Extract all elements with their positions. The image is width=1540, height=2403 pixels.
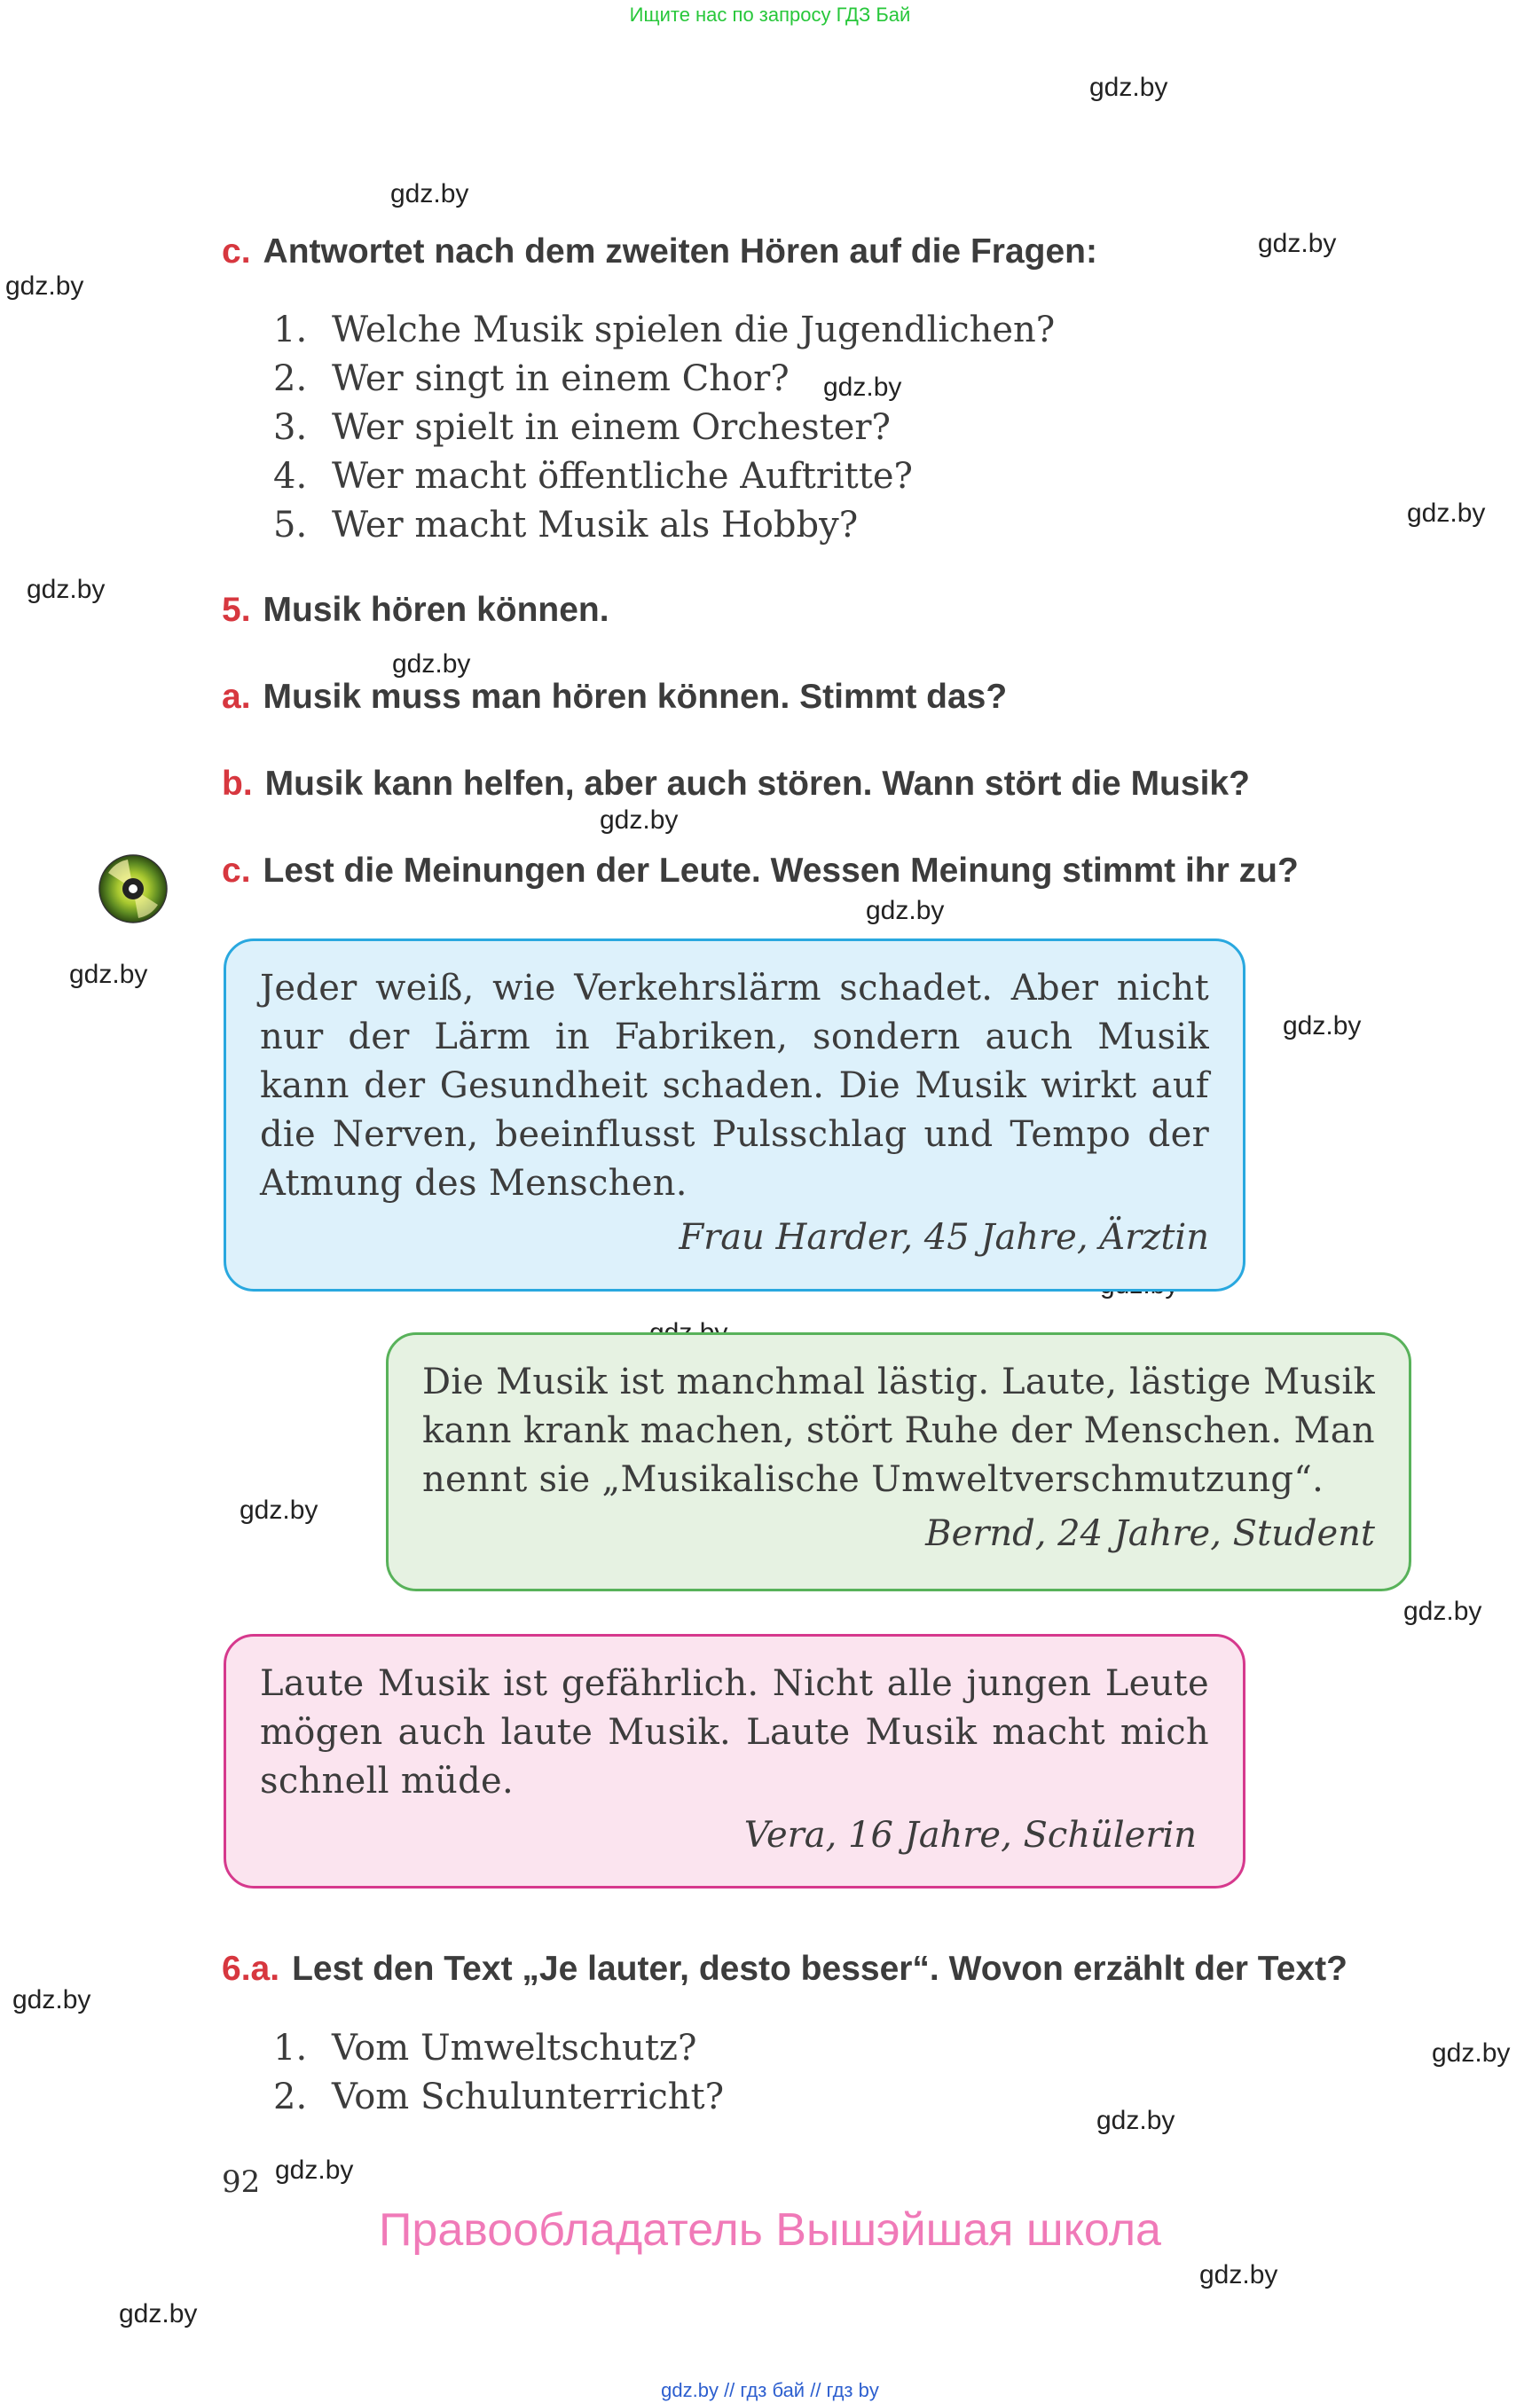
task-5-heading: 5. Musik hören können. [222, 591, 609, 629]
opinion-author: Bernd, 24 Jahre, Student [925, 1513, 1375, 1554]
watermark: gdz.by [866, 896, 945, 925]
watermark: gdz.by [1432, 2038, 1511, 2068]
task-label: c. [222, 232, 251, 271]
watermark: gdz.by [1199, 2260, 1278, 2289]
opinion-bubble [386, 1332, 1411, 1591]
opinion-author: Vera, 16 Jahre, Schülerin [743, 1815, 1197, 1856]
task-6a-heading: 6.a. Lest den Text „Je lauter, desto besser“. Wovon erzählt der Text? [222, 1950, 1348, 1988]
list-item: 3. Wer spielt in einem Orchester? [273, 407, 891, 448]
watermark: gdz.by [12, 1985, 91, 2014]
watermark: gdz.by [1403, 1597, 1482, 1626]
copyright-notice: Правообладатель Вышэйшая школа [379, 2204, 1161, 2256]
opinion-bubble [224, 938, 1245, 1292]
watermark: gdz.by [69, 960, 148, 989]
watermark: gdz.by [1096, 2106, 1175, 2135]
watermark: gdz.by [1089, 73, 1168, 102]
opinion-text: Jeder weiß, wie Verkehrslärm schadet. Aber nicht nur der Lärm in Fabriken, sondern auch Musik kann der Gesundheit schaden. Die Musik wirkt auf die Nerven, beeinflusst Pulsschlag und Tempo der Atmung des Menschen. [260, 968, 1209, 1204]
list-item: 1. Welche Musik spielen die Jugendlichen? [273, 310, 1056, 350]
watermark: gdz.by [1283, 1011, 1362, 1041]
list-item: 5. Wer macht Musik als Hobby? [273, 505, 859, 546]
opinion-text: Laute Musik ist gefährlich. Nicht alle jungen Leute mögen auch laute Musik. Laute Musik macht mich schnell müde. [260, 1663, 1209, 1802]
watermark: gdz.by [119, 2299, 198, 2328]
cd-icon[interactable] [98, 853, 169, 924]
watermark: gdz.by [392, 649, 471, 679]
watermark: gdz.by [823, 373, 902, 402]
watermark: gdz.by [600, 805, 679, 835]
page-number: 92 [222, 2164, 261, 2200]
task-5b-heading: b. Musik kann helfen, aber auch stören. Wann stört die Musik? [222, 765, 1250, 803]
opinion-bubble [224, 1634, 1245, 1889]
watermark: gdz.by [240, 1496, 318, 1525]
list-item: 4. Wer macht öffentliche Auftritte? [273, 456, 913, 497]
watermark: gdz.by [27, 575, 106, 604]
watermark: gdz.by [275, 2156, 354, 2185]
watermark: gdz.by [1258, 229, 1337, 258]
list-item: 2. Vom Schulunterricht? [273, 2077, 725, 2117]
watermark: gdz.by [1407, 499, 1486, 528]
task-5a-heading: a. Musik muss man hören können. Stimmt das? [222, 678, 1008, 716]
task-text: Antwortet nach dem zweiten Hören auf die Fragen: [263, 232, 1097, 271]
task6-question-list [273, 2024, 724, 2122]
opinion-author: Frau Harder, 45 Jahre, Ärztin [679, 1217, 1209, 1258]
task-5c-heading: c. Lest die Meinungen der Leute. Wessen Meinung stimmt ihr zu? [222, 852, 1299, 890]
opinion-text: Die Musik ist manchmal lästig. Laute, lästige Musik kann krank machen, stört Ruhe der Menschen. Man nennt sie „Musikalische Umweltverschmutzung“. [422, 1362, 1375, 1500]
list-item: 2. Wer singt in einem Chor? [273, 358, 790, 399]
watermark: gdz.by [390, 179, 469, 208]
top-banner[interactable]: Ищите нас по запросу ГДЗ Бай [629, 4, 911, 26]
question-list [273, 306, 1055, 550]
footer-links[interactable]: gdz.by // гдз бай // гдз by [661, 2379, 879, 2401]
watermark: gdz.by [5, 271, 84, 301]
task-c-heading [222, 232, 1097, 271]
list-item: 1. Vom Umweltschutz? [273, 2028, 697, 2069]
